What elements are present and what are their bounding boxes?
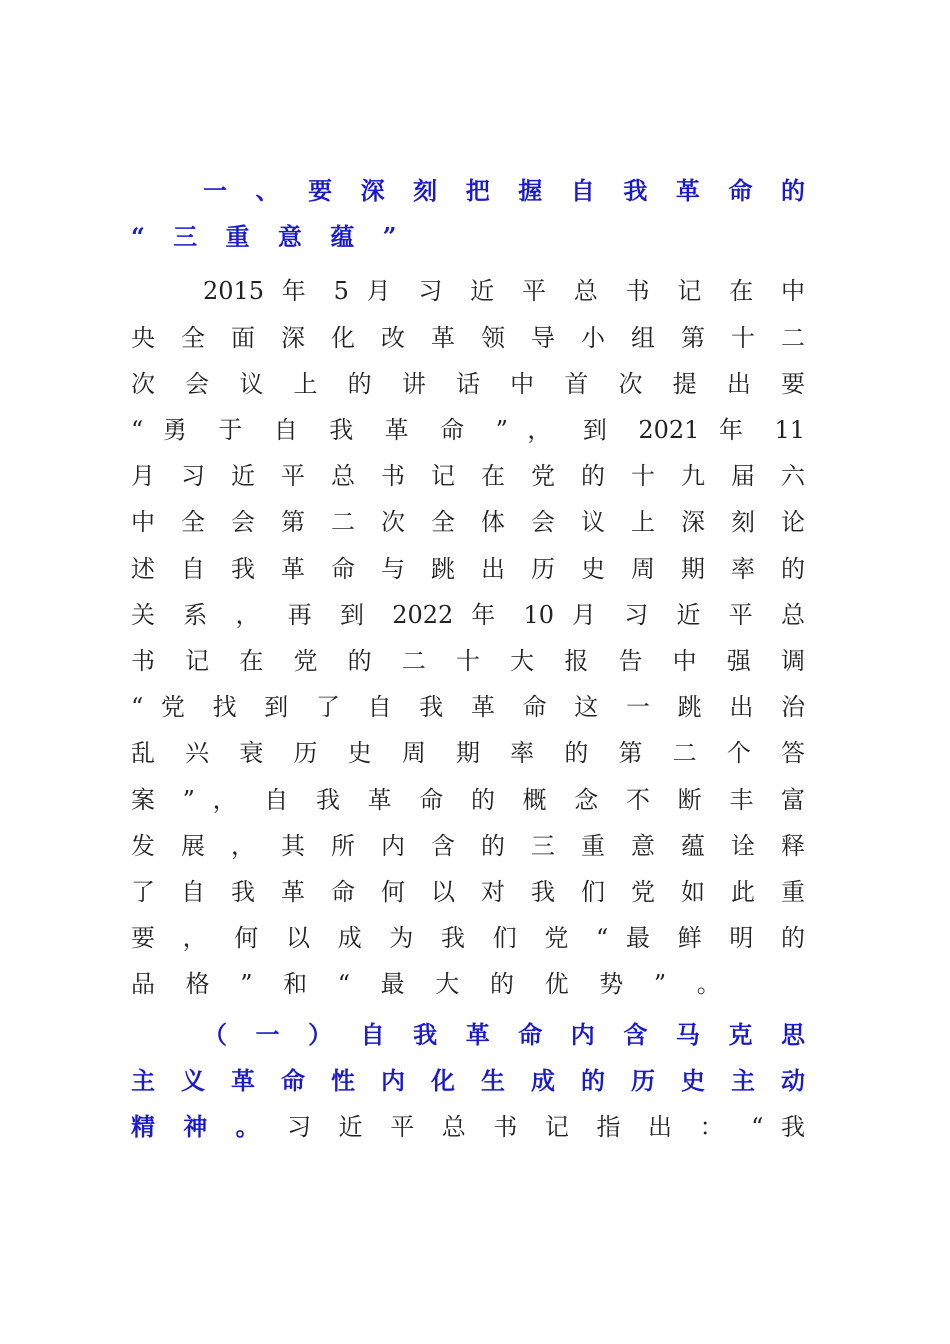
paragraph-line-12: 案 ” ， 自 我 革 命 的 概 念 不 断 丰 富 (131, 786, 805, 814)
paragraph-line-4: “ 勇 于 自 我 革 命 ” ， 到 2021 年 11 (131, 416, 805, 444)
subheading-line-3-bold: 精 神 。 (131, 1112, 270, 1141)
paragraph-line-11: 乱 兴 衰 历 史 周 期 率 的 第 二 个 答 (131, 739, 805, 767)
paragraph-line-8: 关 系 ， 再 到 2022 年 10 月 习 近 平 总 (131, 601, 805, 629)
paragraph-line-5: 月 习 近 平 总 书 记 在 党 的 十 九 届 六 (131, 462, 805, 490)
paragraph-line-2: 央 全 面 深 化 改 革 领 导 小 组 第 十 二 (131, 324, 805, 352)
section-heading-line-2: “ 三 重 意 蕴 ” (131, 222, 397, 251)
paragraph-line-16: 品 格 ” 和 “ 最 大 的 优 势 ” 。 (131, 970, 721, 998)
subheading-line-1: （ 一 ） 自 我 革 命 内 含 马 克 思 (203, 1020, 805, 1049)
paragraph-line-6: 中 全 会 第 二 次 全 体 会 议 上 深 刻 论 (131, 508, 805, 536)
section-heading-line-1: 一 、 要 深 刻 把 握 自 我 革 命 的 (203, 176, 805, 205)
paragraph-line-13: 发 展 ， 其 所 内 含 的 三 重 意 蕴 诠 释 (131, 832, 805, 860)
paragraph-line-14: 了 自 我 革 命 何 以 对 我 们 党 如 此 重 (131, 878, 805, 906)
paragraph-line-1: 2015 年 5 月 习 近 平 总 书 记 在 中 (203, 277, 805, 305)
subheading-line-3 (131, 1104, 805, 1150)
paragraph-line-10: “ 党 找 到 了 自 我 革 命 这 一 跳 出 治 (131, 693, 805, 721)
paragraph-line-15: 要 ， 何 以 成 为 我 们 党 “ 最 鲜 明 的 (131, 924, 805, 952)
paragraph-line-7: 述 自 我 革 命 与 跳 出 历 史 周 期 率 的 (131, 555, 805, 583)
paragraph-line-3: 次 会 议 上 的 讲 话 中 首 次 提 出 要 (131, 370, 805, 398)
subheading-line-2: 主 义 革 命 性 内 化 生 成 的 历 史 主 动 (131, 1066, 805, 1095)
paragraph-line-9: 书 记 在 党 的 二 十 大 报 告 中 强 调 (131, 647, 805, 675)
subheading-line-3-text: 习 近 平 总 书 记 指 出 ： “ 我 (269, 1113, 805, 1141)
